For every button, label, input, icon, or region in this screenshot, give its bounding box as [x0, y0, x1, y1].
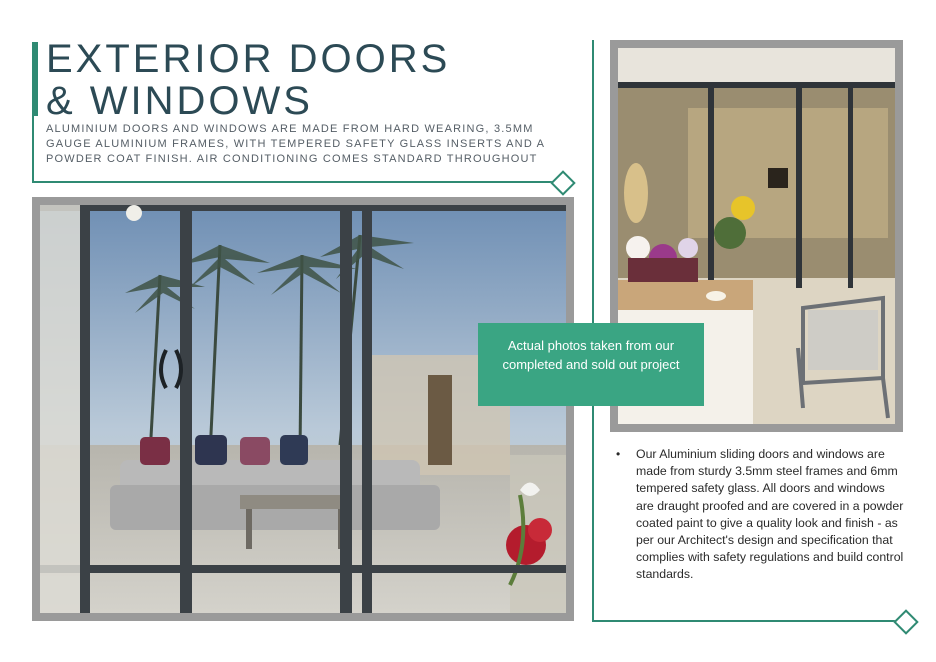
page-subtitle: ALUMINIUM DOORS AND WINDOWS ARE MADE FROM HARD WEARING, 3.5MM GAUGE ALUMINIUM FRAMES, WITH TEMPERED SAFETY GLASS INSERTS AND A POWDER COAT FINISH. AIR CONDITIONING COMES STANDARD THROUGHOUT — [46, 123, 545, 165]
living-room-photo-image — [40, 205, 566, 613]
title-line-2: & WINDOWS — [46, 79, 313, 123]
caption-box — [478, 323, 704, 406]
title-line-1: EXTERIOR DOORS — [46, 37, 451, 81]
bullet-dot-icon: • — [616, 447, 621, 461]
main-photo — [32, 197, 574, 621]
right-frame-line-horizontal — [592, 620, 900, 622]
caption-line-1: Actual photos taken from our — [507, 338, 675, 353]
header-frame-line-horizontal — [32, 181, 554, 183]
header-frame-line-vertical — [32, 116, 34, 182]
diamond-ornament-bottom — [893, 609, 918, 634]
bullet-text: Our Aluminium sliding doors and windows are made from sturdy 3.5mm steel frames and 6mm tempered safety glass. All doors and windows are draught proofed and are covered in a powder coated paint to give a quality look and finish - as per our Architect's design and specification that complies with safety regulations and build control standards. — [636, 447, 904, 582]
caption-line-2: completed and sold out project — [502, 357, 680, 372]
feature-bullet-list — [614, 446, 904, 584]
diamond-ornament-top — [550, 170, 575, 195]
list-item — [614, 446, 904, 584]
title-accent-bar — [32, 42, 38, 116]
page-title — [46, 38, 450, 122]
